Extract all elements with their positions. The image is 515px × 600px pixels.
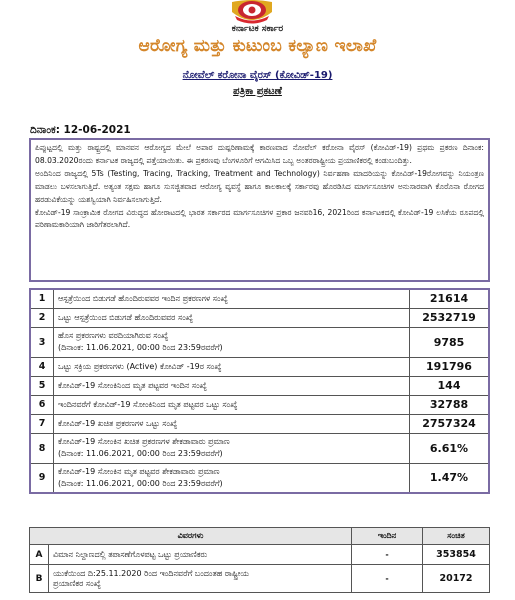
row-number: 2 [30, 308, 54, 327]
traveller-details-table [29, 527, 490, 593]
table-row [30, 433, 489, 463]
column-header-details: ವಿವರಗಳು [30, 528, 352, 545]
row-label-text: ಆಸ್ಪತ್ರೆಯಿಂದ ಬಿಡುಗಡೆ ಹೊಂದಿರುವವರ ಇಂದಿನ ಪ್ರಕರಣಗಳ ಸಂಖ್ಯೆ [58, 293, 228, 303]
intro-box [29, 138, 490, 282]
row-value: 2532719 [410, 308, 490, 327]
row-today-value: - [352, 565, 423, 593]
row-letter: A [30, 545, 49, 565]
table-header-row [30, 528, 490, 545]
row-number: 3 [30, 327, 54, 357]
intro-paragraph: ಕೋವಿಡ್-19 ಸಾಂಕ್ರಾಮಿಕ ರೋಗದ ವಿರುದ್ಧದ ಹೋರಾಟದಲ್ಲಿ ಭಾರತ ಸರ್ಕಾರದ ಮಾರ್ಗಸೂಚಿಗಳ ಪ್ರಕಾರ ಜನವರಿ16, 2021ರಿಂದ ಕರ್ನಾಟಕದಲ್ಲಿ ಕೋವಿಡ್-19 ಲಸಿಕೆಯ ರೂಪದಲ್ಲಿ ಪರಿಣಾಮಕಾರಿಯಾಗಿ ಜಾರಿಗೆತರಲಾಗಿದೆ. [35, 207, 484, 230]
row-letter: B [30, 565, 49, 593]
row-label [49, 565, 352, 593]
row-label [54, 327, 410, 357]
row-value: 2757324 [410, 414, 490, 433]
row-label-date: (ದಿನಾಂಕ: 11.06.2021, 00:00 ರಿಂದ 23:59ರವರೆಗೆ) [58, 478, 223, 488]
table-row [30, 414, 489, 433]
table-row [30, 463, 489, 493]
row-label [54, 308, 410, 327]
row-cumulative-value: 353854 [423, 545, 490, 565]
row-label-text-cont: ಪ್ರಯಾಣಿಕರ ಸಂಖ್ಯೆ [53, 578, 101, 588]
row-cumulative-value: 20172 [423, 565, 490, 593]
row-number: 7 [30, 414, 54, 433]
row-number: 5 [30, 376, 54, 395]
row-label-date: (ದಿನಾಂಕ: 11.06.2021, 00:00 ರಿಂದ 23:59ರವರೆಗೆ) [58, 449, 223, 458]
row-number: 4 [30, 357, 54, 376]
row-label [54, 395, 410, 414]
row-value: 32788 [410, 395, 490, 414]
row-today-value: - [352, 545, 423, 565]
column-header-today: ಇಂದಿನ [352, 528, 423, 545]
table-row [30, 376, 489, 395]
department-title: ಆರೋಗ್ಯ ಮತ್ತು ಕುಟುಂಬ ಕಲ್ಯಾಣ ಇಲಾಖೆ [138, 36, 377, 56]
row-label [54, 376, 410, 395]
table-row [30, 395, 489, 414]
row-number: 8 [30, 433, 54, 463]
row-value: 6.61% [410, 433, 490, 463]
table-row [30, 565, 490, 593]
table-row [30, 357, 489, 376]
row-number: 6 [30, 395, 54, 414]
row-label [54, 414, 410, 433]
row-number: 9 [30, 463, 54, 493]
subject-line: ನೋವೆಲ್ ಕರೋನಾ ವೈರಸ್ (ಕೋವಿಡ್-19) [182, 70, 333, 81]
press-release-title: ಪತ್ರಿಕಾ ಪ್ರಕಟಣೆ [233, 86, 282, 97]
row-label-text: ಒಟ್ಟು ಆಸ್ಪತ್ರೆಯಿಂದ ಬಿಡುಗಡೆ ಹೊಂದಿರುವವರ ಸಂಖ್ಯೆ [58, 312, 193, 322]
row-value: 191796 [410, 357, 490, 376]
karnataka-emblem-icon [229, 0, 275, 24]
row-number: 1 [30, 289, 54, 308]
row-label-text: ಕೋವಿಡ್-19 ಸೋಂಕಿನ ಖಚಿತ ಪ್ರಕರಣಗಳ ಶೇಕಡಾವಾರು ಪ್ರಮಾಣ [58, 437, 230, 446]
row-label [54, 463, 410, 493]
table-row [30, 308, 489, 327]
row-label-date: (ದಿನಾಂಕ: 11.06.2021, 00:00 ರಿಂದ 23:59ರವರೆಗೆ) [58, 343, 223, 352]
covid-statistics-table [29, 288, 490, 494]
table-row [30, 545, 490, 565]
row-label-text: ಇಂದಿನವರೆಗೆ ಕೋವಿಡ್-19 ಸೋಂಕಿನಿಂದ ಮೃತ ಪಟ್ಟವರ ಒಟ್ಟು ಸಂಖ್ಯೆ [58, 399, 238, 409]
intro-paragraph: ಪಿಪ್ಪುಟ್ಟದಲ್ಲಿ ಮತ್ತು ರಾಷ್ಟ್ರದಲ್ಲಿ ಮಾನವನ ಆರೋಗ್ಯದ ಮೇಲೆ ಅಪಾರ ದುಷ್ಪರಿಣಾಮಕ್ಕೆ ಕಾರಣವಾದ ನೋವೆಲ್ ಕರೋನಾ ವೈರಸ್ (ಕೋವಿಡ್-19) ಪ್ರಥಮ ಪ್ರಕರಣ ದಿನಾಂಕ: 08.03.2020ರಂದು ಕರ್ನಾಟಕ ರಾಜ್ಯದಲ್ಲಿ ಪತ್ತೆಯಾಯಿತು. ಈ ಪ್ರಕರಣವು ಬೆಂಗಳೂರಿಗೆ ಆಗಮಿಸಿದ ಒಬ್ಬ ಅಂತರರಾಷ್ಟ್ರೀಯ ಪ್ರಯಾಣಿಕರಲ್ಲಿ ಕಂಡುಬಂದಿತ್ತು. [35, 143, 484, 165]
row-label [54, 357, 410, 376]
row-label [54, 433, 410, 463]
row-label-text: ಹೊಸ ಪ್ರಕರಣಗಳು ವರದಿಯಾಗಿರುವ ಸಂಖ್ಯೆ [58, 331, 169, 340]
row-label-text: ಕೋವಿಡ್-19 ಸೋಂಕಿನಿಂದ ಮೃತ ಪಟ್ಟವರ ಇಂದಿನ ಸಂಖ್ಯೆ [58, 380, 207, 390]
row-label-text: ಕೋವಿಡ್-19 ಸೋಂಕಿನ ಮೃತ ಪಟ್ಟವರ ಶೇಕಡಾವಾರು ಪ್ರಮಾಣ [58, 466, 220, 476]
table-row [30, 327, 489, 357]
row-value: 9785 [410, 327, 490, 357]
row-value: 144 [410, 376, 490, 395]
row-label-text: ಯುಕೆಯಿಂದ ದಿ:25.11.2020 ರಿಂದ ಇಂದಿನವರೆಗೆ ಬಂದಂತಹ ರಾಷ್ಟ್ರೀಯ [53, 568, 249, 578]
row-label-text: ಒಟ್ಟು ಸಕ್ರಿಯ ಪ್ರಕರಣಗಳು (Active) ಕೋವಿಡ್ -19ರ ಸಂಖ್ಯೆ [58, 361, 222, 371]
row-value: 1.47% [410, 463, 490, 493]
row-label-text: ಕೋವಿಡ್-19 ಖಚಿತ ಪ್ರಕರಣಗಳ ಒಟ್ಟು ಸಂಖ್ಯೆ [58, 418, 178, 428]
row-label [54, 289, 410, 308]
row-label: ವಿಮಾನ ನಿಲ್ದಾಣದಲ್ಲಿ ತಪಾಸಣೆಗೊಳಪಟ್ಟ ಒಟ್ಟು ಪ್ರಯಾಣಿಕರು [49, 545, 352, 565]
intro-paragraph: ಅಂದಿನಿಂದ ರಾಜ್ಯದಲ್ಲಿ 5Ts (Testing, Tracing, Tracking, Treatment and Technology) ನಿರ್ವಹಣಾ ಮಾದರಿಯನ್ನು ಕೋವಿಡ್-19ರೋಗವನ್ನು ನಿಯಂತ್ರಣ ಮಾಡಲು ಬಳಸಲಾಗುತ್ತಿದೆ. ಅತ್ಯಂತ ಸಕ್ಷಮ ಹಾಗೂ ಸುಸಜ್ಜಿತವಾದ ಆರೋಗ್ಯ ವ್ಯವಸ್ಥೆ ಹಾಗೂ ಕಾಲಕಾಲಕ್ಕೆ ಸರ್ಕಾರವು ಹೊರಡಿಸಿದ ಮಾರ್ಗಸೂಚಿಗಳ ಅನುಸಾರವಾಗಿ ಕೊರೊನಾ ರೋಗದ ಹರಡುವಿಕೆಯನ್ನು ಯಶಸ್ವಿಯಾಗಿ ನಿರ್ವಹಿಸಲಾಗುತ್ತಿದೆ. [35, 168, 484, 204]
row-value: 21614 [410, 289, 490, 308]
government-name: ಕರ್ನಾಟಕ ಸರ್ಕಾರ [231, 24, 284, 34]
column-header-cumulative: ಸಂಚಿತ [423, 528, 490, 545]
table-row [30, 289, 489, 308]
release-date: ದಿನಾಂಕ: 12-06-2021 [30, 124, 131, 136]
